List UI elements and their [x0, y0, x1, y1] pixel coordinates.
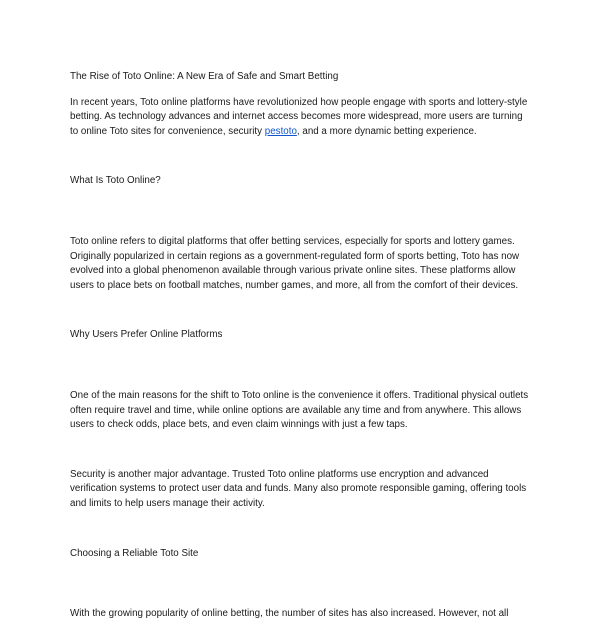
spacer [70, 200, 530, 235]
pestoto-link[interactable]: pestoto [264, 125, 297, 137]
intro-text-start: In recent years, Toto online platforms have revolutionized how people engage with sports and lottery-style betting. As technology advances and internet access becomes more widespread, more users are turning to online Toto sites for convenience, security [70, 96, 528, 137]
spacer [70, 512, 530, 547]
section-heading-choosing-site: Choosing a Reliable Toto Site [70, 547, 199, 559]
spacer [70, 139, 530, 174]
spacer [70, 354, 530, 389]
document-title: The Rise of Toto Online: A New Era of Safe and Smart Betting [70, 71, 339, 82]
intro-paragraph [70, 96, 530, 140]
paragraph-convenience: One of the main reasons for the shift to Toto online is the convenience it offers. Traditional physical outlets often require travel and time, while online options are available any time and from anywhere. This allows users to check odds, place bets, and even claim winnings with just a few taps. [70, 389, 529, 431]
paragraph-security: Security is another major advantage. Trusted Toto online platforms use encryption and advanced verification systems to protect user data and funds. Many also promote responsible gaming, offering tools and limits to help users manage their activity. [70, 468, 527, 509]
intro-text-end: , and a more dynamic betting experience. [296, 125, 477, 137]
document-body [70, 70, 530, 622]
spacer [70, 433, 530, 468]
spacer [70, 572, 530, 607]
spacer [70, 293, 530, 328]
paragraph-choosing-site: With the growing popularity of online betting, the number of sites has also increased. However, not all [70, 608, 509, 620]
paragraph-what-is-toto: Toto online refers to digital platforms that offer betting services, especially for sports and lottery games. Originally popularized in certain regions as a government-regulated form of sports betting, Toto has now evolved into a global phenomenon available through various private online sites. These platforms allow users to place bets on football matches, number games, and more, all from the comfort of their devices. [70, 235, 520, 291]
section-heading-what-is-toto: What Is Toto Online? [70, 175, 161, 187]
section-heading-why-users-prefer: Why Users Prefer Online Platforms [70, 329, 223, 341]
